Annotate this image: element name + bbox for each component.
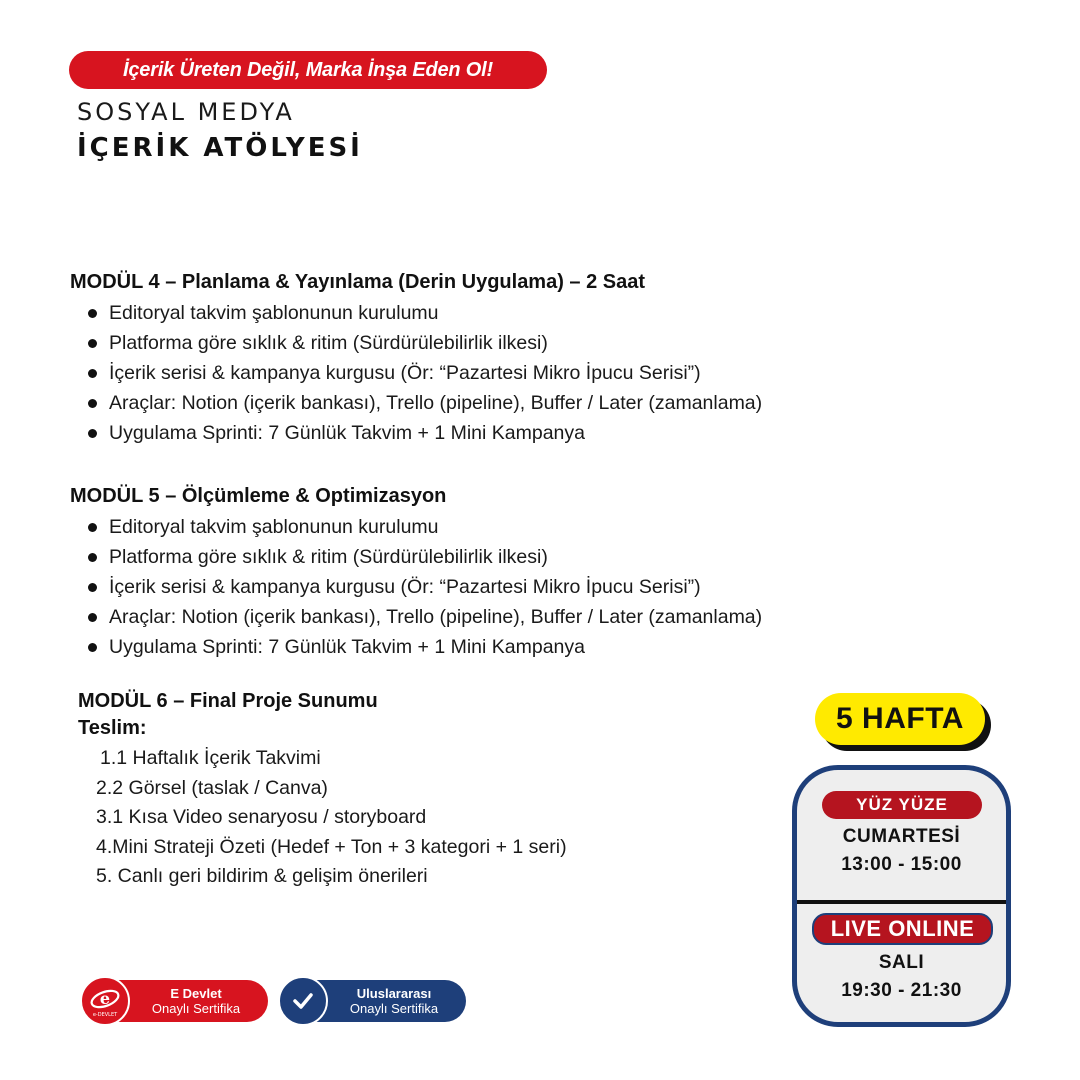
list-item-text: Araçlar: Notion (içerik bankası), Trello (pipeline), Buffer / Later (zamanlama) [109, 606, 763, 628]
tagline-text: İçerik Üreten Değil, Marka İnşa Eden Ol! [123, 58, 493, 81]
tagline-banner [69, 51, 547, 89]
module-5-list [70, 512, 762, 662]
international-certificate-badge [280, 980, 466, 1022]
bullet-icon [88, 613, 97, 622]
bullet-icon [88, 523, 97, 532]
list-item [88, 572, 762, 602]
edevlet-logo-icon [80, 976, 130, 1026]
list-item [88, 418, 762, 448]
online-day: SALI [878, 952, 925, 973]
list-item-text: Editoryal takvim şablonunun kurulumu [109, 516, 439, 538]
schedule-divider [797, 900, 1006, 904]
bullet-icon [88, 339, 97, 348]
edevlet-badge-text [130, 986, 268, 1016]
svg-text:e-DEVLET: e-DEVLET [92, 1012, 118, 1018]
list-item [88, 328, 762, 358]
list-item-text: Araçlar: Notion (içerik bankası), Trello (pipeline), Buffer / Later (zamanlama) [109, 392, 763, 414]
edevlet-title: E Devlet [170, 986, 222, 1001]
list-item-text: Platforma göre sıklık & ritim (Sürdürülebilirlik ilkesi) [109, 546, 548, 568]
bullet-icon [88, 429, 97, 438]
online-label: LIVE ONLINE [812, 913, 993, 945]
duration-text: 5 HAFTA [836, 702, 964, 735]
in-person-day: CUMARTESİ [842, 826, 961, 847]
checkmark-svg [288, 986, 318, 1016]
list-item [88, 388, 762, 418]
list-item [88, 632, 762, 662]
bullet-icon [88, 399, 97, 408]
list-item: 1.1 Haftalık İçerik Takvimi [100, 747, 321, 769]
bullet-icon [88, 309, 97, 318]
intl-badge-text [328, 986, 466, 1016]
online-time: 19:30 - 21:30 [841, 980, 962, 1001]
module-4-title: MODÜL 4 – Planlama & Yayınlama (Derin Uygulama) – 2 Saat [70, 271, 646, 293]
intl-subtitle: Onaylı Sertifika [349, 1001, 439, 1016]
title-sosyal-medya: SOSYAL MEDYA [77, 98, 295, 126]
module-4 [70, 271, 762, 448]
list-item-text: Uygulama Sprinti: 7 Günlük Takvim + 1 Mini Kampanya [109, 422, 585, 444]
in-person-time: 13:00 - 15:00 [841, 854, 962, 875]
list-item: 2.2 Görsel (taslak / Canva) [96, 776, 328, 799]
bullet-icon [88, 553, 97, 562]
list-item: 3.1 Kısa Video senaryosu / storyboard [96, 806, 427, 828]
list-item [88, 542, 762, 572]
bullet-icon [88, 643, 97, 652]
svg-text:e: e [99, 989, 111, 1008]
list-item [88, 298, 762, 328]
schedule-card [792, 765, 1011, 1027]
title-icerik-atolyesi: İÇERİK ATÖLYESİ [77, 133, 363, 163]
list-item-text: Editoryal takvim şablonunun kurulumu [109, 302, 439, 324]
module-5 [70, 485, 762, 662]
module-6-list [78, 744, 567, 892]
module-6 [78, 690, 567, 892]
list-item-text: Platforma göre sıklık & ritim (Sürdürülebilirlik ilkesi) [109, 332, 548, 354]
list-item: 5. Canlı geri bildirim & gelişim önerileri [96, 865, 428, 887]
list-item [88, 358, 762, 388]
edevlet-subtitle: Onaylı Sertifika [151, 1001, 241, 1016]
intl-title: Uluslararası [356, 986, 432, 1001]
list-item [88, 512, 762, 542]
bullet-icon [88, 369, 97, 378]
list-item: 4.Mini Strateji Özeti (Hedef + Ton + 3 kategori + 1 seri) [96, 835, 567, 858]
in-person-label: YÜZ YÜZE [822, 791, 982, 819]
list-item-text: İçerik serisi & kampanya kurgusu (Ör: “Pazartesi Mikro İpucu Serisi”) [109, 576, 701, 598]
module-4-list [70, 298, 762, 448]
bullet-icon [88, 583, 97, 592]
edevlet-certificate-badge [82, 980, 268, 1022]
list-item-text: İçerik serisi & kampanya kurgusu (Ör: “Pazartesi Mikro İpucu Serisi”) [109, 362, 701, 384]
list-item-text: Uygulama Sprinti: 7 Günlük Takvim + 1 Mini Kampanya [109, 636, 585, 658]
edevlet-logo-svg [85, 981, 125, 1021]
duration-badge [815, 693, 985, 745]
module-6-title: MODÜL 6 – Final Proje Sunumu [78, 690, 378, 712]
checkmark-icon [278, 976, 328, 1026]
module-6-subtitle: Teslim: [78, 717, 147, 739]
module-5-title: MODÜL 5 – Ölçümleme & Optimizasyon [70, 485, 447, 507]
list-item [88, 602, 762, 632]
